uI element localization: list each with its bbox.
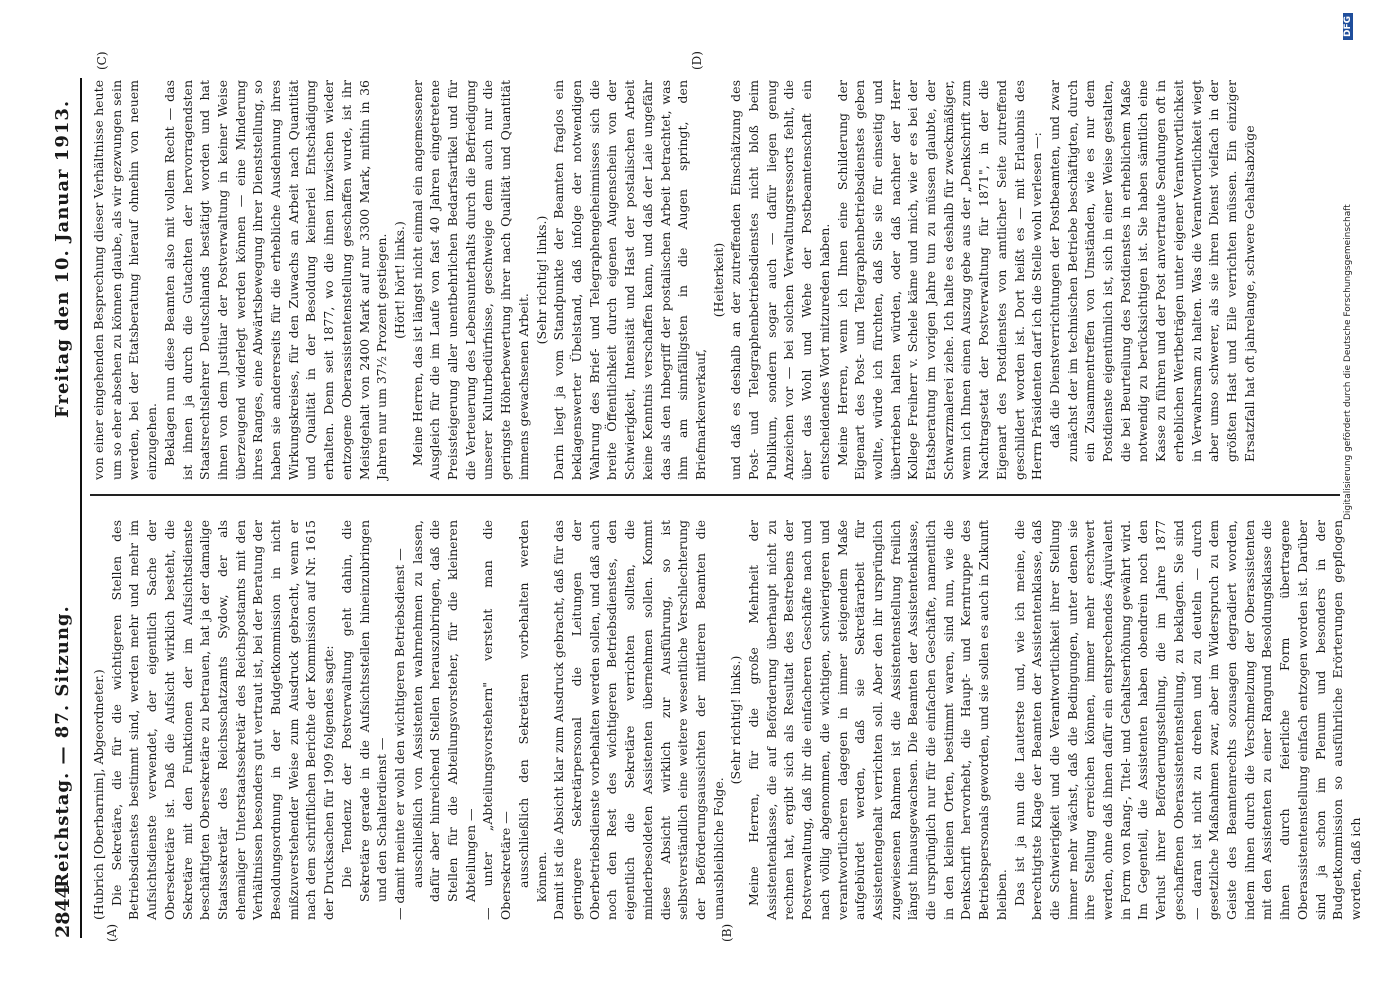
paragraph: — unter „Abteilungsvorstehern" versteht man die Obersekretäre — [480, 520, 514, 920]
paragraph: von einer eingehenden Besprechung dieser Verhältnisse heute um so eher absehen zu können glaube, als wir gezwungen sein werden, bei der Etatsberatung hierauf ohnehin von neuem einzugehen. [91, 80, 160, 480]
header-date: Freitag den 10. Januar 1913. [52, 99, 73, 418]
margin-marker-b: (B) [720, 923, 734, 942]
paragraph: Die Sekretäre, die für die wichtigeren Stellen des Betriebsdienstes bestimmt sind, werden mehr und mehr im Aufsichtsdienste verwendet, der eigentlich Sache der Obersekretäre ist. Daß die Aufsicht wirklich besteht, die Sekretäre mit den Funktionen der im Aufsichtsdienste beschäftigten Obersekretäre zu betrauen, hat ja der damalige Staatssekretär des Reichsschatzamts Sydow, der als ehemaliger Unterstaatssekretär des Reichspostamts mit den Verhältnissen besonders gut vertraut ist, bei der Beratung der Besoldungsordnung in der Budgetkommission in nicht mißzuverstehender Weise zum Ausdruck gebracht, wenn er nach dem schriftlichen Berichte der Kommission auf Nr. 1615 der Drucksachen für 1909 folgendes sagte: [108, 520, 337, 920]
paragraph: (Hört! hört! links.) [391, 221, 407, 339]
paragraph: und daß es deshalb an der zutreffenden Einschätzung des Post- und Telegraphenbetriebsdienstes nicht bloß beim Publikum, sondern sogar auch — dafür liegen genug Anzeichen vor — bei solchen Verwaltungsressorts fehlt, die über das Wohl und Wehe der Postbeamtenschaft ein entscheidendes Wort mitzureden haben. [728, 80, 832, 480]
paragraph: (Sehr richtig! links.) [533, 215, 549, 345]
text-column-left [90, 520, 1363, 920]
paragraph: Beklagen nun diese Beamten also mit vollem Recht — das ist ihnen ja durch die Gutachten der hervorragendsten Staatsrechtslehrer Deutschlands bestätigt worden und hat ihnen von dem Justitiar der Postverwaltung in keiner Weise überzeugend widerlegt werden können — eine Minderung ihres Ranges, eine Abwärtsbewegung ihrer Dienststellung, so haben sie andererseits für die erhebliche Ausdehnung ihres Wirkungskreises, für den Zuwachs an Arbeit nach Quantität und Qualität in der Besoldung keinerlei Entschädigung erhalten. Denn seit 1877, wo die ihnen inzwischen wieder entzogene Oberassistentenstellung geschaffen wurde, ist ihr Meistgehalt von 2400 Mark auf nur 3300 Mark, mithin in 36 Jahren nur um 37½ Prozent gestiegen. [161, 80, 390, 480]
paragraph: — damit meinte er wohl den wichtigeren Betriebsdienst — [391, 548, 407, 920]
paragraph: (Heiterkeit) [710, 242, 726, 318]
paragraph: (Sehr richtig! links.) [728, 655, 744, 785]
paragraph: Das ist ja nun die Lauterste und, wie ich meine, die berechtigtste Klage der Beamten der Assistentenklasse, daß die Schwierigkeit und die Verantwortlichkeit ihrer Stellung immer mehr wächst, daß die Bedingungen, unter denen sie ihre Stellung erreichen können, immer mehr erschwert werden, ohne daß ihnen dafür ein entsprechendes Äquivalent in Form von Rang-, Titel- und Gehaltserhöhung gewährt wird. Im Gegenteil, die Assistenten haben obendrein noch den Verlust ihrer Beförderungsstellung, die im Jahre 1877 geschaffenen Oberassistentenstellung, zu beklagen. Sie sind — daran ist nicht zu drehen und zu deuteln — durch gesetzliche Maßnahmen zwar, aber im Widerspruch zu dem Geiste des Beamtenrechts sozusagen degradiert worden, indem ihnen durch die Verschmelzung der Oberassistenten mit den Assistenten zu einer Rangund Besoldungsklasse die ihnen durch feierliche Form übertragene Oberassistentenstellung einfach entzogen worden ist. Darüber sind ja schon im Plenum und besonders in der Budgetkommission so ausführliche Erörterungen gepflogen worden, daß ich [1011, 520, 1363, 920]
header-left-title: Reichstag. — 87. Sitzung. [52, 605, 73, 888]
margin-marker-a: (A) [105, 923, 119, 942]
digitization-credit: Digitalisierung gefördert durch die Deutsche Forschungsgemeinschaft [1343, 204, 1353, 520]
paragraph: ausschließlich von Assistenten wahrnehmen zu lassen, dafür aber hinreichend Stellen herauszubringen, daß die Stellen für die Abteilungsvorsteher, für die kleineren Abteilungen — [409, 520, 478, 902]
paragraph: Meine Herren, wenn ich Ihnen eine Schilderung der Eigenart des Post- und Telegraphenbetriebsdienstes geben wollte, würde ich fürchten, daß Sie sie für einseitig und übertrieben halten würden, oder daß nachher der Herr Kollege Freiherr v. Schele käme und mich, wie er es bei der Etatsberatung im vorigen Jahre tun zu müssen glaubte, der Schwarzmalerei ziehe. Ich halte es deshalb für zweckmäßiger, wenn ich Ihnen einen Auszug gebe aus der „Denkschrift zum Nachtragsetat der Postverwaltung für 1871", in der die Eigenart des Postdienstes von amtlicher Seite zutreffend geschildert worden ist. Dort heißt es — mit Erlaubnis des Herrn Präsidenten darf ich die Stelle wohl verlesen —: [834, 80, 1045, 480]
paragraph: daß die Dienstverrichtungen der Postbeamten, und zwar zunächst der im technischen Betriebe beschäftigten, durch ein Zusammentreffen von Umständen, wie es nur dem Postdienste eigentümlich ist, sich in einer Weise gestalten, die bei Beurteilung des Postdienstes in erheblichem Maße notwendig zu berücksichtigen ist. Sie haben sämtlich eine Kasse zu führen und der Post anvertraute Sendungen oft in erheblichen Wertbeträgen unter eigener Verantwortlichkeit in Verwahrsam zu halten. Was die Verantwortlichkeit wiegt aber umso schwerer, als sie ihren Dienst vielfach in der größten Hast und Eile verrichten müssen. Ein einziger Ersatzfall hat oft jahrelange, schwere Gehaltsabzüge [1046, 80, 1257, 462]
paragraph: Damit ist die Absicht klar zum Ausdruck gebracht, daß für das geringere Sekretärpersonal die Leitungen der Oberbetriebsdienste vorbehalten werden sollen, und daß auch noch den Rest des wichtigeren Betriebsdienstes, den eigentlich die Sekretäre verrichten sollten, die minderbesoldeten Assistenten übernehmen sollen. Kommt diese Absicht wirklich zur Ausführung, so ist selbstverständlich eine weitere wesentliche Verschlechterung der Beförderungsaussichten der mittleren Beamten die unausbleibliche Folge. [551, 520, 726, 920]
paragraph: Darin liegt ja vom Standpunkte der Beamten fraglos ein beklagenswerter Übelstand, daß infolge der notwendigen Wahrung des Brief- und Telegraphengeheimnisses sich die breite Öffentlichkeit durch eigenen Augenschein von der Schwierigkeit, Intensität und Hast der postalischen Arbeit keine Kenntnis verschaffen kann, und daß der Laie ungefähr das als den Inbegriff der postalischen Arbeit betrachtet, was ihm am sinnfälligsten in die Augen springt, den Briefmarkenverkauf, [551, 80, 708, 480]
paragraph: Meine Herren, für die große Mehrheit der Assistentenklasse, die auf Beförderung überhaupt nicht zu rechnen hat, ergibt sich als Resultat des Bestrebens der Postverwaltung, daß ihr die einfacheren Geschäfte nach und nach völlig abgenommen, die wichtigen, schwierigeren und verantwortlicheren dagegen in immer steigendem Maße aufgebürdet werden, daß sie Sekretärarbeit für Assistentengehalt verrichten soll. Aber den ihr ursprünglich zugewiesenen Rahmen ist die Assistentenstellung freilich längst hinausgewachsen. Die Beamten der Assistentenklasse, die ursprünglich nur für die einfachen Geschäfte, namentlich in den kleinen Orten, bestimmt waren, sind nun, wie die Denkschrift hervorhebt, die Haupt- und Kerntruppe des Betriebspersonals geworden, und sie sollen es auch in Zukunft bleiben. [746, 520, 1009, 920]
margin-marker-d: (D) [690, 51, 704, 70]
page-number: 2844 [52, 885, 74, 938]
paragraph: Die Tendenz der Postverwaltung geht dahin, die Sekretäre gerade in die Aufsichtsstellen hineinzubringen und den Schalterdienst — [338, 520, 390, 902]
margin-marker-c: (C) [95, 51, 109, 70]
paragraph: (Hubrich [Oberbarnim], Abgeordneter.) [91, 669, 106, 920]
page-header [50, 78, 82, 938]
dfg-logo: DFG [1343, 13, 1353, 40]
column-divider [90, 494, 1340, 496]
paragraph: ausschließlich den Sekretären vorbehalten werden können. [515, 520, 549, 902]
paragraph: Meine Herren, das ist längst nicht einmal ein angemessener Ausgleich für die im Laufe von fast 40 Jahren eingetretene Preissteigerung aller unentbehrlichen Bedarfsartikel und für die Verteuerung des Lebensunterhalts durch die Befriedigung unserer Kulturbedürfnisse, geschweige denn auch nur die geringste Höherbewertung ihrer nach Qualität und Quantität immens gewachsenen Arbeit. [409, 80, 531, 480]
text-column-right [90, 80, 1340, 480]
